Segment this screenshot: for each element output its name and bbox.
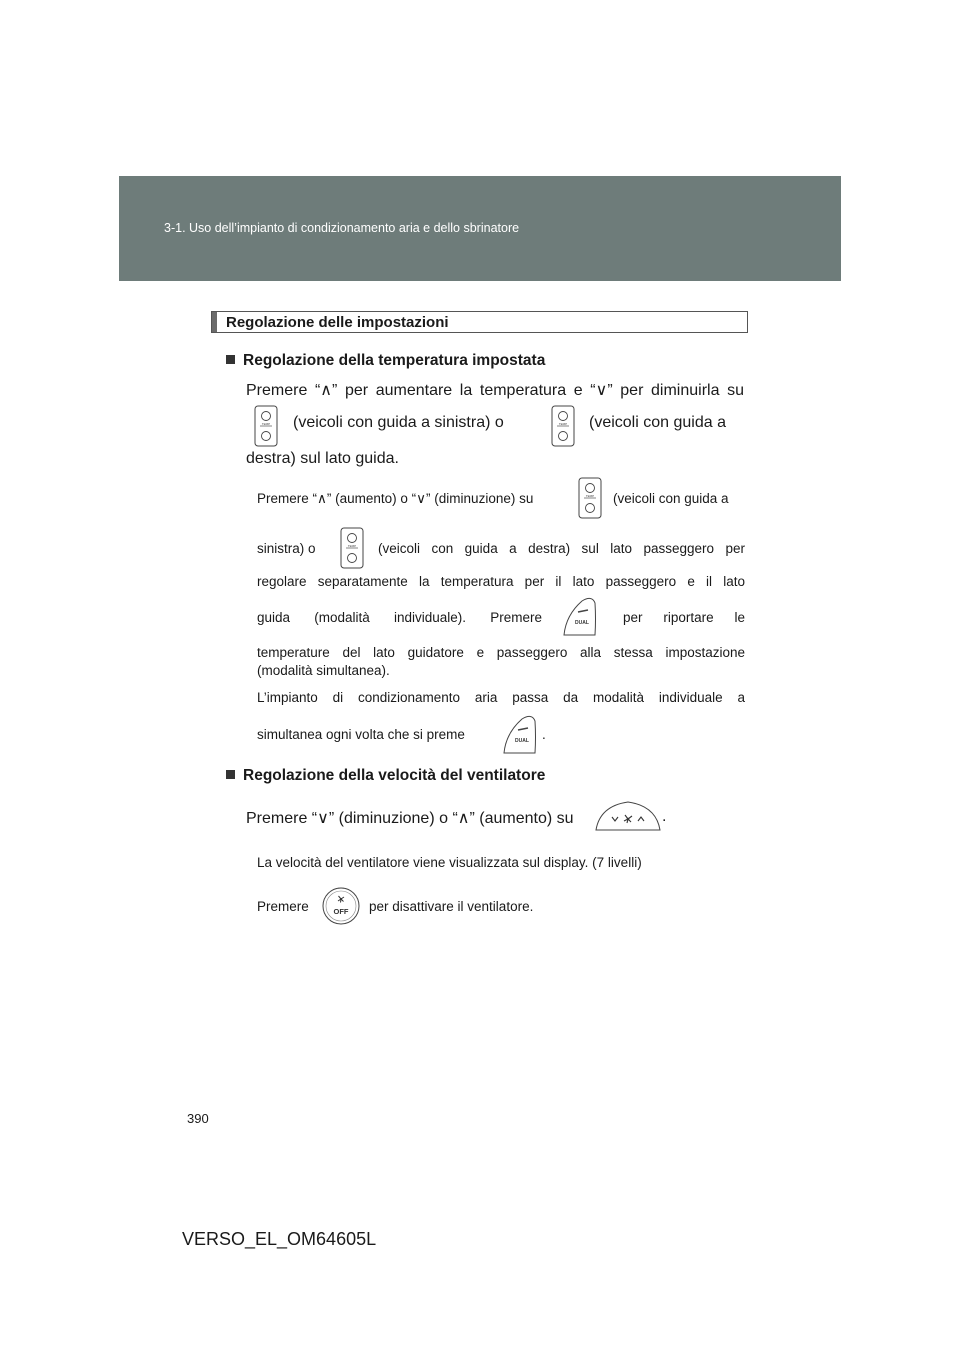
fan-note-1: La velocità del ventilatore viene visualizzata sul display. (7 livelli) — [257, 855, 642, 870]
section-title-bar — [212, 312, 217, 332]
svg-text:TEMP: TEMP — [558, 422, 568, 426]
temp-heading-text: Regolazione della temperatura impostata — [243, 352, 546, 369]
temp-note-6: (modalità simultanea). — [257, 663, 390, 678]
document-code: VERSO_EL_OM64605L — [182, 1229, 377, 1249]
temp-note-4b: per riportare le — [623, 610, 745, 625]
header-band — [119, 176, 841, 281]
temp-switch-icon — [578, 477, 602, 519]
svg-text:TEMP: TEMP — [585, 494, 595, 498]
fan-heading — [226, 767, 545, 785]
temp-switch-icon — [551, 405, 575, 447]
page-number: 390 — [187, 1111, 209, 1126]
temp-note-2b: (veicoli con guida a destra) sul lato passeggero per — [378, 541, 745, 556]
temp-note-3: regolare separatamente la temperatura per il lato passeggero e il lato — [257, 574, 745, 589]
temp-note-4a: guida (modalità individuale). Premere — [257, 610, 542, 625]
fan-note-2b: per disattivare il ventilatore. — [369, 899, 534, 914]
svg-text:OFF: OFF — [333, 907, 349, 916]
breadcrumb: 3-1. Uso dell’impianto di condizionamento aria e dello sbrinatore — [164, 221, 520, 235]
svg-text:TEMP: TEMP — [347, 544, 357, 548]
temp-heading — [226, 352, 545, 370]
temp-note-1a: Premere “∧” (aumento) o “∨” (diminuzione) su — [257, 491, 534, 506]
fan-line-1a: Premere “∨” (diminuzione) o “∧” (aumento) su — [246, 810, 574, 827]
square-bullet-icon — [226, 770, 235, 779]
svg-text:DUAL: DUAL — [575, 620, 589, 626]
fan-heading-text: Regolazione della velocità del ventilatore — [243, 767, 546, 784]
temp-line-1: Premere “∧” per aumentare la temperatura e “∨” per diminuirla su — [246, 382, 744, 399]
temp-note-7: L’impianto di condizionamento aria passa da modalità individuale a — [257, 690, 745, 705]
temp-switch-icon — [340, 527, 364, 569]
temp-note-1b: (veicoli con guida a — [613, 491, 729, 506]
fan-speed-switch-icon — [594, 800, 662, 832]
fan-off-button-icon — [322, 885, 360, 927]
section-title-box — [211, 311, 748, 333]
square-bullet-icon — [226, 355, 235, 364]
temp-note-5: temperature del lato guidatore e passeggero alla stessa impostazione — [257, 645, 745, 660]
fan-line-1b: . — [662, 808, 667, 825]
temp-line-2b: (veicoli con guida a — [589, 414, 726, 431]
temp-line-2a: (veicoli con guida a sinistra) o — [293, 414, 504, 431]
temp-note-2a: sinistra) o — [257, 541, 316, 556]
temp-note-8b: . — [542, 727, 546, 742]
fan-note-2a: Premere — [257, 899, 309, 914]
dual-button-icon — [562, 597, 598, 637]
svg-text:TEMP: TEMP — [261, 422, 271, 426]
temp-note-8a: simultanea ogni volta che si preme — [257, 727, 465, 742]
temp-switch-icon — [254, 405, 278, 447]
temp-line-3: destra) sul lato guida. — [246, 450, 399, 467]
dual-button-icon — [502, 715, 538, 755]
svg-text:DUAL: DUAL — [515, 738, 529, 744]
section-title: Regolazione delle impostazioni — [226, 314, 449, 331]
